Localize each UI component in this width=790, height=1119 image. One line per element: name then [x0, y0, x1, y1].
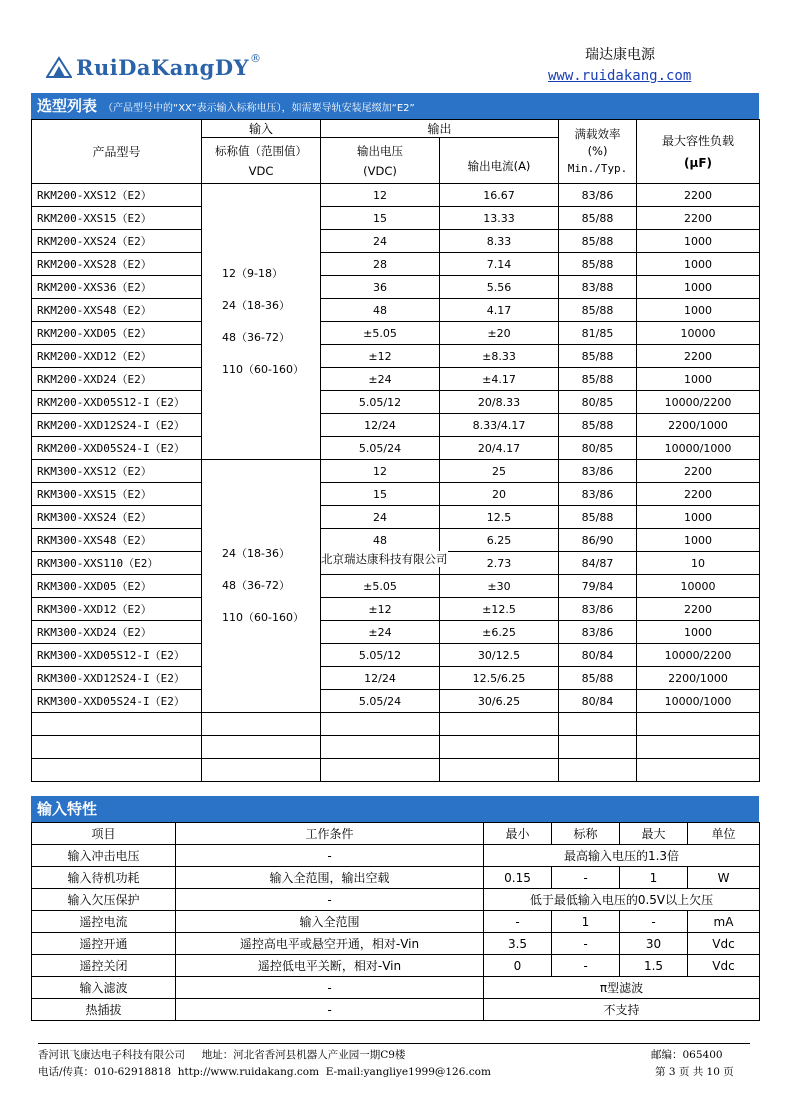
- vout-cell: 48: [321, 529, 440, 552]
- vout-cell: 5.05/12: [321, 391, 440, 414]
- cap-cell: 1000: [637, 621, 760, 644]
- iout-cell: 16.67: [440, 184, 559, 207]
- col-cap-load: [637, 120, 760, 184]
- cap-cell: 10000: [637, 575, 760, 598]
- item-cell: 遥控开通: [32, 933, 176, 955]
- iout-cell: 6.25: [440, 529, 559, 552]
- condition-cell: -: [176, 999, 484, 1021]
- min-cell: 0: [484, 955, 552, 977]
- vout-cell: ±12: [321, 598, 440, 621]
- iout-cell: ±12.5: [440, 598, 559, 621]
- efficiency-cell: 80/84: [559, 690, 637, 713]
- cap-cell: 2200: [637, 345, 760, 368]
- table-row: [32, 184, 760, 207]
- input-range-group-200: [202, 184, 321, 460]
- iout-cell: 13.33: [440, 207, 559, 230]
- table-row: [32, 644, 760, 667]
- footer-contact: 电话/传真：010-62918818 http://www.ruidakang.com E-mail:yangliye1999@126.com: [38, 1066, 491, 1078]
- max-cell: 30: [620, 933, 688, 955]
- vout-cell: 24: [321, 506, 440, 529]
- iout-cell: 20/4.17: [440, 437, 559, 460]
- nom-cell: -: [552, 955, 620, 977]
- min-cell: 3.5: [484, 933, 552, 955]
- empty-cell: [202, 713, 321, 736]
- value-span-cell: 最高输入电压的1.3倍: [484, 845, 760, 867]
- table-row: [32, 276, 760, 299]
- model-cell: RKM200-XXS15（E2）: [32, 207, 202, 230]
- col-output: 输出: [321, 120, 559, 138]
- vout-cell: ±24: [321, 368, 440, 391]
- model-cell: RKM200-XXD24（E2）: [32, 368, 202, 391]
- model-cell: RKM200-XXD12（E2）: [32, 345, 202, 368]
- condition-cell: 输入全范围: [176, 911, 484, 933]
- cap-cell: 1000: [637, 506, 760, 529]
- iout-cell: ±30: [440, 575, 559, 598]
- iout-cell: 25: [440, 460, 559, 483]
- selection-note: （产品型号中的“XX”表示输入标称电压），如需要导轨安装尾缀加“E2”: [103, 103, 415, 114]
- input-nominal-label: 标称值（范围值）: [215, 143, 307, 158]
- item-cell: 遥控电流: [32, 911, 176, 933]
- vout-cell: 24: [321, 230, 440, 253]
- model-cell: RKM300-XXS48（E2）: [32, 529, 202, 552]
- iout-cell: 8.33/4.17: [440, 414, 559, 437]
- website-link[interactable]: www.ruidakang.com: [548, 68, 692, 84]
- table-row: [32, 867, 760, 889]
- efficiency-cell: 85/88: [559, 345, 637, 368]
- out-voltage-unit: (VDC): [363, 163, 397, 178]
- efficiency-cell: 84/87: [559, 552, 637, 575]
- vout-cell: 48: [321, 299, 440, 322]
- cap-cell: 10000/1000: [637, 437, 760, 460]
- iout-cell: 20: [440, 483, 559, 506]
- empty-cell: [559, 736, 637, 759]
- model-cell: RKM300-XXS24（E2）: [32, 506, 202, 529]
- cap-cell: 1000: [637, 230, 760, 253]
- max-cell: 1.5: [620, 955, 688, 977]
- unit-cell: Vdc: [688, 955, 760, 977]
- table-row: [32, 690, 760, 713]
- vout-cell: 12/24: [321, 667, 440, 690]
- input-range: 24（18-36）: [222, 547, 290, 560]
- item-cell: 热插拔: [32, 999, 176, 1021]
- empty-cell: [321, 759, 440, 782]
- iout-cell: ±4.17: [440, 368, 559, 391]
- table-row: [32, 368, 760, 391]
- vout-cell: 5.05/24: [321, 437, 440, 460]
- hdr-cond: 工作条件: [176, 823, 484, 845]
- iout-cell: 30/6.25: [440, 690, 559, 713]
- efficiency-label: 满载效率: [574, 127, 621, 141]
- iout-cell: 12.5: [440, 506, 559, 529]
- item-cell: 输入待机功耗: [32, 867, 176, 889]
- empty-cell: [637, 759, 760, 782]
- condition-cell: 遥控高电平或悬空开通，相对-Vin: [176, 933, 484, 955]
- table-row: [32, 345, 760, 368]
- table-row: [32, 414, 760, 437]
- condition-cell: 输入全范围，输出空载: [176, 867, 484, 889]
- empty-cell: [559, 713, 637, 736]
- max-cell: -: [620, 911, 688, 933]
- cap-cell: 2200/1000: [637, 414, 760, 437]
- table-row: [32, 999, 760, 1021]
- col-out-voltage: [321, 138, 440, 184]
- efficiency-cell: 83/86: [559, 460, 637, 483]
- model-cell: RKM300-XXD05（E2）: [32, 575, 202, 598]
- company-stamp: 北京瑞达康科技有限公司: [321, 552, 448, 566]
- table-row: [32, 977, 760, 999]
- hdr-nom: 标称: [552, 823, 620, 845]
- item-cell: 输入欠压保护: [32, 889, 176, 911]
- selection-title-bar: [31, 93, 759, 119]
- empty-cell: [321, 713, 440, 736]
- model-cell: RKM300-XXS15（E2）: [32, 483, 202, 506]
- iout-cell: 12.5/6.25: [440, 667, 559, 690]
- table-row: [32, 933, 760, 955]
- cap-cell: 10000/2200: [637, 644, 760, 667]
- efficiency-sub: Min./Typ.: [567, 162, 628, 175]
- vout-cell: ±5.05: [321, 322, 440, 345]
- hdr-min: 最小: [484, 823, 552, 845]
- empty-cell: [202, 759, 321, 782]
- table-row: [32, 667, 760, 690]
- efficiency-cell: 85/88: [559, 207, 637, 230]
- vout-cell: 15: [321, 483, 440, 506]
- input-nominal-unit: VDC: [248, 163, 274, 178]
- model-cell: RKM300-XXD24（E2）: [32, 621, 202, 644]
- table-row: [32, 621, 760, 644]
- vout-cell: 15: [321, 207, 440, 230]
- table-row: [32, 322, 760, 345]
- cap-cell: 2200: [637, 207, 760, 230]
- col-input-nominal: [202, 138, 321, 184]
- input-range: 48（36-72）: [222, 579, 290, 592]
- efficiency-cell: 83/86: [559, 184, 637, 207]
- efficiency-cell: 79/84: [559, 575, 637, 598]
- footer-company: 香河讯飞康达电子科技有限公司: [38, 1049, 185, 1061]
- model-cell: RKM300-XXD12（E2）: [32, 598, 202, 621]
- model-cell: RKM300-XXD05S24-I（E2）: [32, 690, 202, 713]
- empty-cell: [637, 713, 760, 736]
- iout-cell: 8.33: [440, 230, 559, 253]
- iout-cell: 7.14: [440, 253, 559, 276]
- item-cell: 输入滤波: [32, 977, 176, 999]
- cap-cell: 2200: [637, 598, 760, 621]
- cap-cell: 1000: [637, 276, 760, 299]
- footer-page-number: 第 3 页 共 10 页: [655, 1066, 734, 1078]
- model-cell: RKM300-XXS12（E2）: [32, 460, 202, 483]
- value-span-cell: π型滤波: [484, 977, 760, 999]
- vout-cell: 36: [321, 276, 440, 299]
- company-logo: [46, 52, 261, 82]
- empty-cell: [32, 736, 202, 759]
- input-char-title: 输入特性: [37, 800, 98, 818]
- efficiency-cell: 85/88: [559, 368, 637, 391]
- efficiency-cell: 85/88: [559, 667, 637, 690]
- cap-cell: 1000: [637, 529, 760, 552]
- out-voltage-label: 输出电压: [357, 143, 403, 158]
- vout-cell: 12: [321, 460, 440, 483]
- vout-cell: ±5.05: [321, 575, 440, 598]
- cap-cell: 1000: [637, 253, 760, 276]
- vout-cell: 5.05/24: [321, 690, 440, 713]
- table-row: [32, 299, 760, 322]
- condition-cell: 遥控低电平关断，相对-Vin: [176, 955, 484, 977]
- table-row: [32, 253, 760, 276]
- empty-cell: [440, 759, 559, 782]
- model-cell: RKM300-XXD12S24-I（E2）: [32, 667, 202, 690]
- input-range-group-300: [202, 460, 321, 713]
- iout-cell: 4.17: [440, 299, 559, 322]
- iout-cell: 20/8.33: [440, 391, 559, 414]
- efficiency-cell: 81/85: [559, 322, 637, 345]
- cap-cell: 2200: [637, 184, 760, 207]
- model-cell: RKM200-XXS36（E2）: [32, 276, 202, 299]
- table-row: [32, 230, 760, 253]
- empty-row: [32, 713, 760, 736]
- col-model: 产品型号: [32, 120, 202, 184]
- efficiency-cell: 80/85: [559, 437, 637, 460]
- model-cell: RKM300-XXS110（E2）: [32, 552, 202, 575]
- unit-cell: W: [688, 867, 760, 889]
- vout-cell: 28: [321, 253, 440, 276]
- condition-cell: -: [176, 845, 484, 867]
- cap-load-unit: (μF): [684, 155, 713, 170]
- table-row: [32, 955, 760, 977]
- iout-cell: ±6.25: [440, 621, 559, 644]
- empty-cell: [32, 713, 202, 736]
- col-input: 输入: [202, 120, 321, 138]
- efficiency-cell: 86/90: [559, 529, 637, 552]
- hdr-unit: 单位: [688, 823, 760, 845]
- footer-company-address: [38, 1047, 405, 1062]
- input-char-title-bar: [31, 796, 759, 822]
- vout-cell: ±12: [321, 345, 440, 368]
- empty-cell: [440, 736, 559, 759]
- model-cell: RKM200-XXD05S24-I（E2）: [32, 437, 202, 460]
- empty-cell: [440, 713, 559, 736]
- col-efficiency: [559, 120, 637, 184]
- input-range: 110（60-160）: [222, 611, 304, 624]
- value-span-cell: 低于最低输入电压的0.5V以上欠压: [484, 889, 760, 911]
- cap-cell: 2200: [637, 483, 760, 506]
- efficiency-unit: (%): [587, 144, 608, 158]
- table-row: [32, 529, 760, 552]
- hdr-max: 最大: [620, 823, 688, 845]
- efficiency-cell: 85/88: [559, 414, 637, 437]
- empty-cell: [637, 736, 760, 759]
- iout-cell: 2.73: [440, 552, 559, 575]
- iout-cell: ±20: [440, 322, 559, 345]
- table-row: [32, 911, 760, 933]
- cap-cell: 1000: [637, 368, 760, 391]
- table-row: [32, 460, 760, 483]
- cap-cell: 10: [637, 552, 760, 575]
- efficiency-cell: 80/84: [559, 644, 637, 667]
- vout-cell: 12: [321, 184, 440, 207]
- model-cell: RKM200-XXS24（E2）: [32, 230, 202, 253]
- iout-cell: 5.56: [440, 276, 559, 299]
- empty-cell: [321, 736, 440, 759]
- efficiency-cell: 85/88: [559, 230, 637, 253]
- max-cell: 1: [620, 867, 688, 889]
- min-cell: 0.15: [484, 867, 552, 889]
- iout-cell: 30/12.5: [440, 644, 559, 667]
- model-cell: RKM300-XXD05S12-I（E2）: [32, 644, 202, 667]
- footer-address: 地址：河北省香河县机器人产业园一期C9楼: [201, 1049, 406, 1061]
- vout-cell: ±24: [321, 621, 440, 644]
- nom-cell: -: [552, 933, 620, 955]
- input-range: 48（36-72）: [222, 330, 290, 344]
- item-cell: 输入冲击电压: [32, 845, 176, 867]
- table-row: [32, 506, 760, 529]
- iout-cell: ±8.33: [440, 345, 559, 368]
- input-range: 12（9-18）: [222, 266, 283, 280]
- registered-mark: ®: [250, 51, 262, 65]
- cap-load-label: 最大容性负载: [662, 133, 735, 148]
- table-row: [32, 598, 760, 621]
- vout-cell: 12/24: [321, 414, 440, 437]
- table-row: [32, 889, 760, 911]
- efficiency-cell: 83/86: [559, 621, 637, 644]
- condition-cell: -: [176, 977, 484, 999]
- empty-row: [32, 759, 760, 782]
- value-span-cell: 不支持: [484, 999, 760, 1021]
- efficiency-cell: 85/88: [559, 253, 637, 276]
- item-cell: 遥控关闭: [32, 955, 176, 977]
- empty-cell: [202, 736, 321, 759]
- efficiency-cell: 83/86: [559, 483, 637, 506]
- footer-divider: [38, 1043, 750, 1044]
- table-row: [32, 575, 760, 598]
- min-cell: -: [484, 911, 552, 933]
- condition-cell: -: [176, 889, 484, 911]
- empty-cell: [32, 759, 202, 782]
- input-char-table: [31, 822, 760, 1021]
- cap-cell: 2200: [637, 460, 760, 483]
- efficiency-cell: 80/85: [559, 391, 637, 414]
- nom-cell: -: [552, 867, 620, 889]
- unit-cell: mA: [688, 911, 760, 933]
- empty-cell: [559, 759, 637, 782]
- table-row: [32, 437, 760, 460]
- logo-text: RuiDaKangDY: [76, 54, 250, 80]
- company-name: 瑞达康电源: [585, 47, 655, 63]
- model-cell: RKM200-XXD12S24-I（E2）: [32, 414, 202, 437]
- selection-title: 选型列表: [37, 97, 98, 115]
- input-range: 110（60-160）: [222, 362, 304, 376]
- cap-cell: 10000/2200: [637, 391, 760, 414]
- cap-cell: 2200/1000: [637, 667, 760, 690]
- model-cell: RKM200-XXS48（E2）: [32, 299, 202, 322]
- empty-row: [32, 736, 760, 759]
- table-row: [32, 391, 760, 414]
- logo-mountain-icon: [46, 56, 72, 78]
- selection-table: [31, 119, 760, 782]
- table-row: [32, 207, 760, 230]
- table-row: [32, 483, 760, 506]
- model-cell: RKM200-XXS12（E2）: [32, 184, 202, 207]
- efficiency-cell: 83/88: [559, 276, 637, 299]
- col-out-current: 输出电流(A): [440, 138, 559, 184]
- efficiency-cell: 85/88: [559, 506, 637, 529]
- nom-cell: 1: [552, 911, 620, 933]
- model-cell: RKM200-XXD05S12-I（E2）: [32, 391, 202, 414]
- footer-postcode: 邮编：065400: [651, 1049, 723, 1061]
- efficiency-cell: 83/86: [559, 598, 637, 621]
- vout-cell: 5.05/12: [321, 644, 440, 667]
- cap-cell: 10000/1000: [637, 690, 760, 713]
- table-row: [32, 845, 760, 867]
- model-cell: RKM200-XXS28（E2）: [32, 253, 202, 276]
- model-cell: RKM200-XXD05（E2）: [32, 322, 202, 345]
- hdr-item: 项目: [32, 823, 176, 845]
- input-range: 24（18-36）: [222, 298, 290, 312]
- unit-cell: Vdc: [688, 933, 760, 955]
- cap-cell: 10000: [637, 322, 760, 345]
- cap-cell: 1000: [637, 299, 760, 322]
- efficiency-cell: 85/88: [559, 299, 637, 322]
